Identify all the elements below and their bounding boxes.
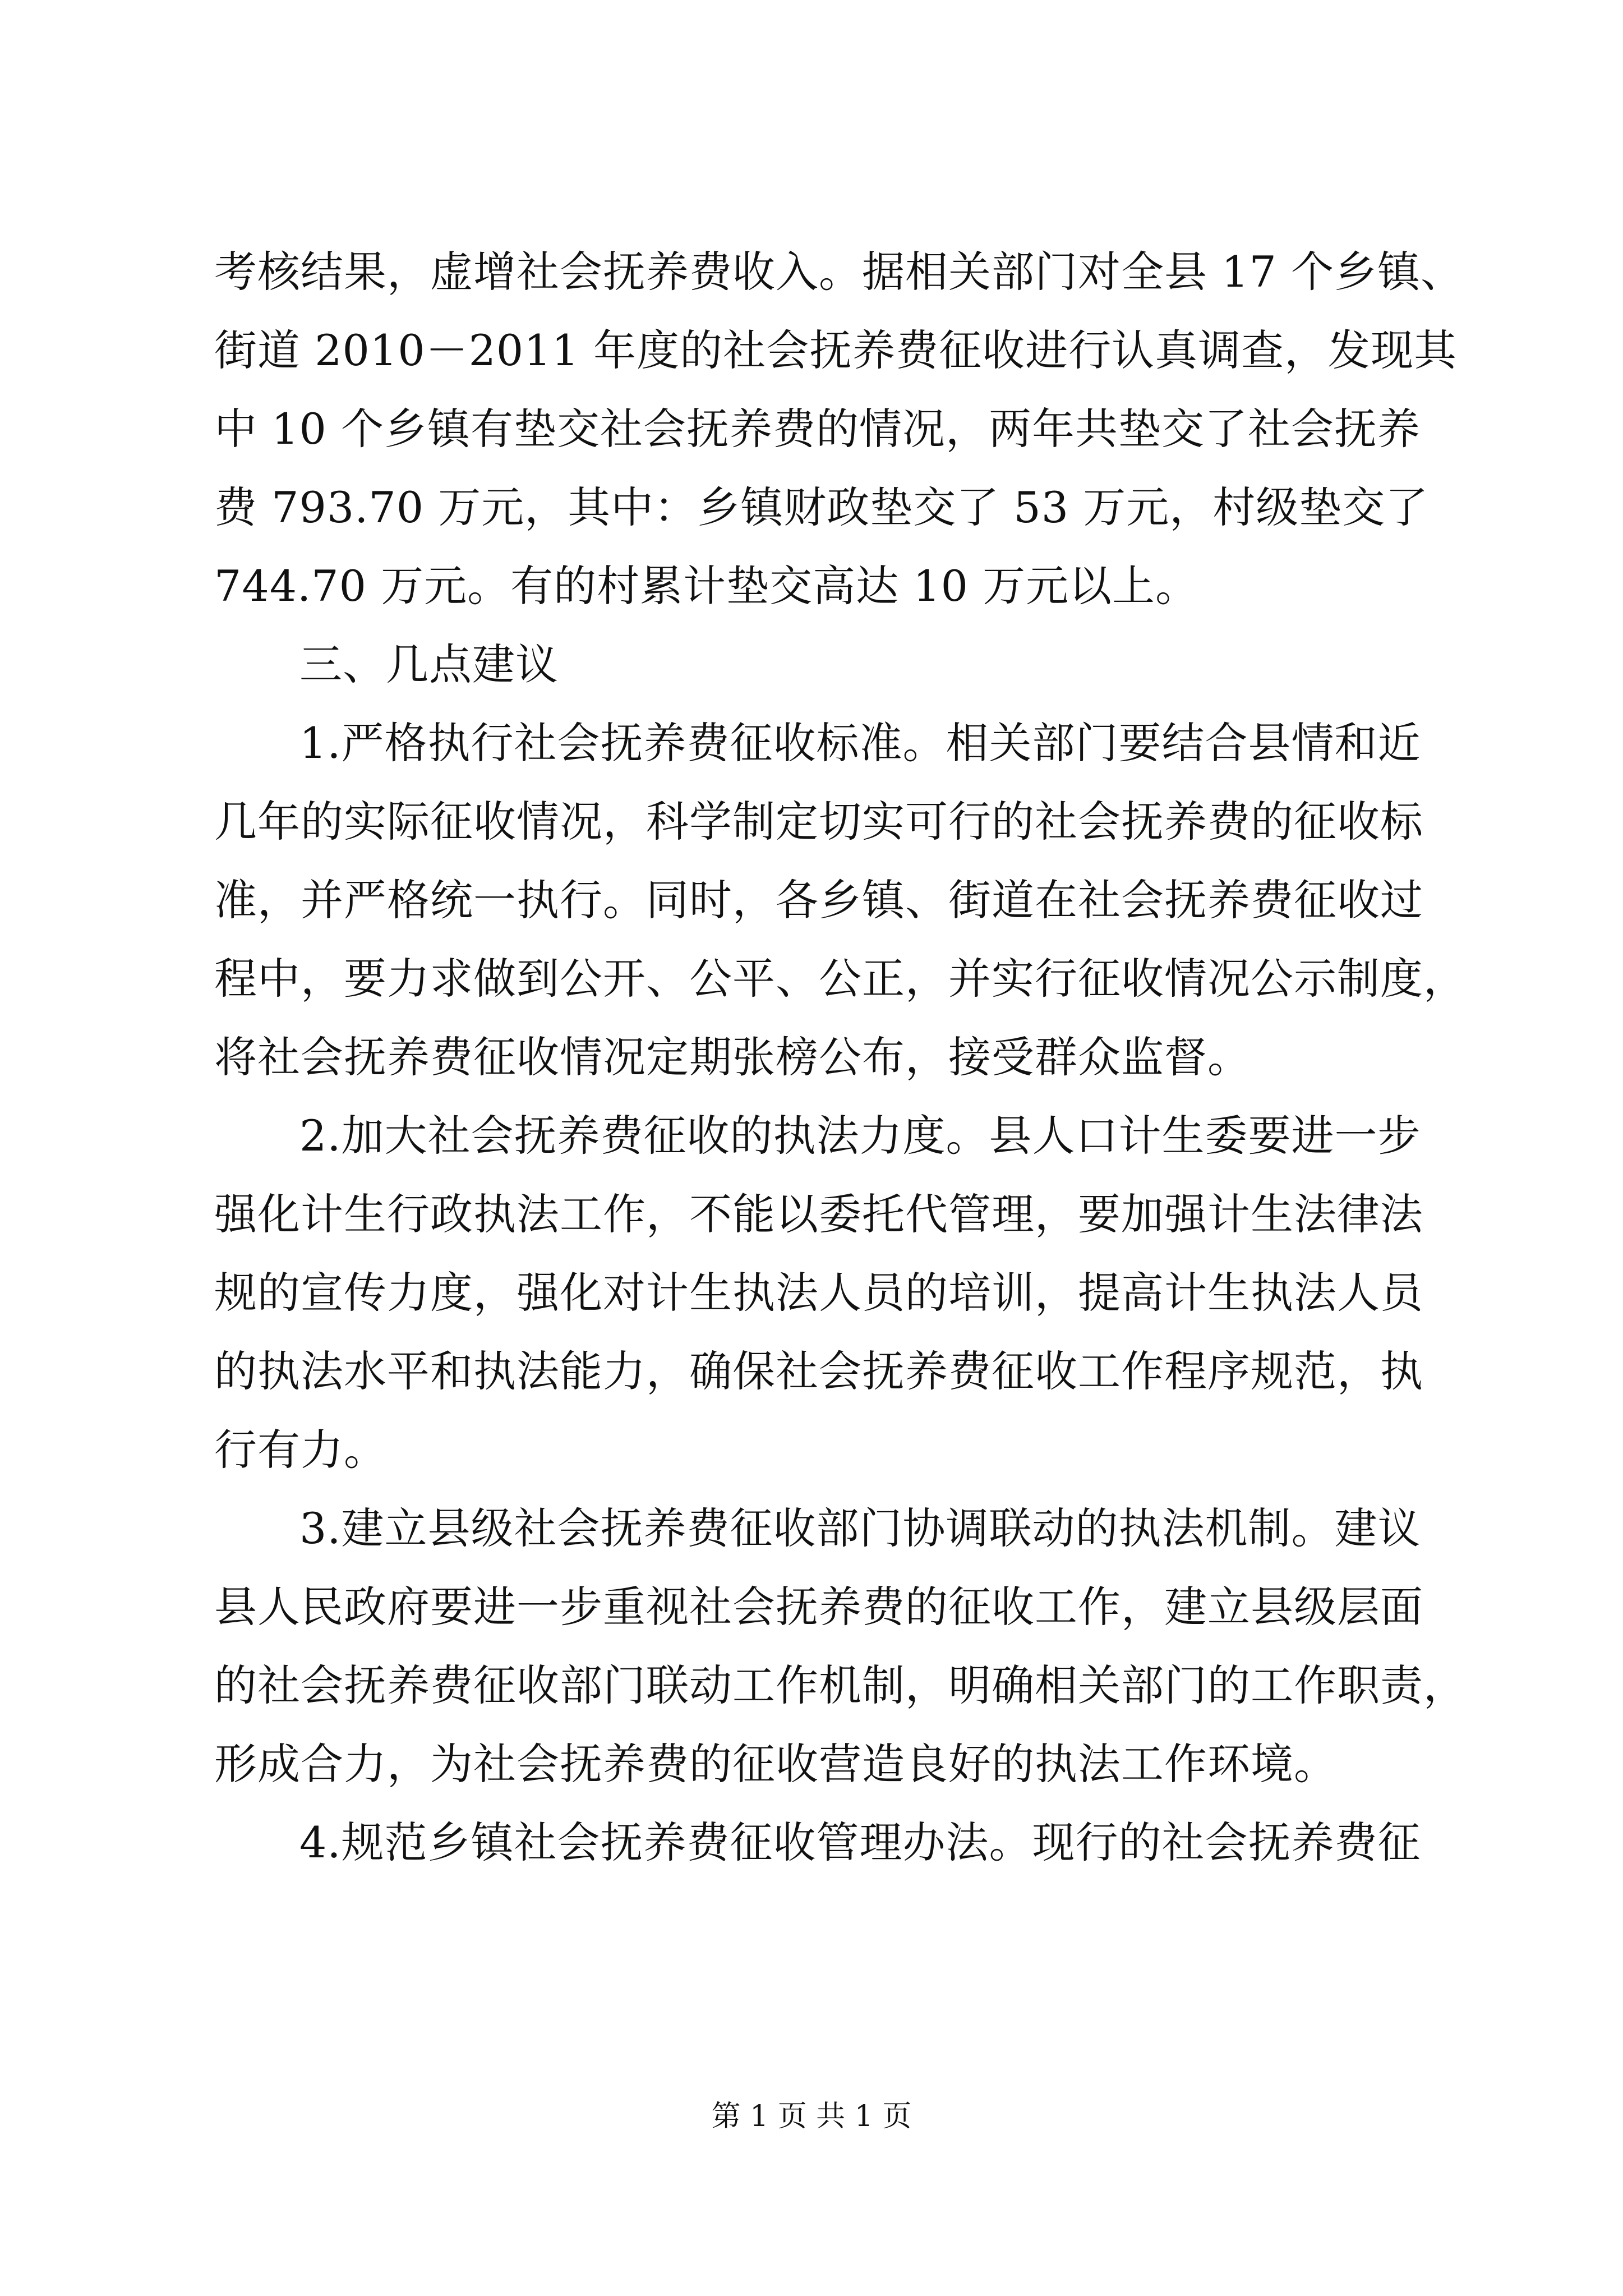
text-line: 中 10 个乡镇有垫交社会抚养费的情况，两年共垫交了社会抚养 bbox=[214, 404, 1421, 454]
paragraph-first-line: 3.建立县级社会抚养费征收部门协调联动的执法机制。建议 bbox=[299, 1503, 1421, 1553]
text-line: 费 793.70 万元，其中：乡镇财政垫交了 53 万元，村级垫交了 bbox=[214, 482, 1429, 532]
text-line: 744.70 万元。有的村累计垫交高达 10 万元以上。 bbox=[214, 561, 1199, 611]
paragraph-first-line: 4.规范乡镇社会抚养费征收管理办法。现行的社会抚养费征 bbox=[299, 1818, 1421, 1867]
text-line: 几年的实际征收情况，科学制定切实可行的社会抚养费的征收标 bbox=[214, 797, 1423, 846]
text-line: 强化计生行政执法工作，不能以委托代管理，要加强计生法律法 bbox=[214, 1189, 1423, 1239]
paragraph-first-line: 1.严格执行社会抚养费征收标准。相关部门要结合县情和近 bbox=[299, 718, 1421, 768]
text-line: 的执法水平和执法能力，确保社会抚养费征收工作程序规范，执 bbox=[214, 1346, 1423, 1396]
text-line: 将社会抚养费征收情况定期张榜公布，接受群众监督。 bbox=[214, 1032, 1251, 1082]
text-line: 准，并严格统一执行。同时，各乡镇、街道在社会抚养费征收过 bbox=[214, 875, 1423, 925]
text-line: 的社会抚养费征收部门联动工作机制，明确相关部门的工作职责， bbox=[214, 1660, 1467, 1710]
text-line: 规的宣传力度，强化对计生执法人员的培训，提高计生执法人员 bbox=[214, 1268, 1423, 1318]
text-line: 程中，要力求做到公开、公平、公正，并实行征收情况公示制度， bbox=[214, 954, 1467, 1004]
text-line: 考核结果，虚增社会抚养费收入。据相关部门对全县 17 个乡镇、 bbox=[214, 247, 1464, 297]
text-line: 形成合力，为社会抚养费的征收营造良好的执法工作环境。 bbox=[214, 1739, 1337, 1789]
paragraph-first-line: 2.加大社会抚养费征收的执法力度。县人口计生委要进一步 bbox=[299, 1111, 1421, 1161]
text-line: 县人民政府要进一步重视社会抚养费的征收工作，建立县级层面 bbox=[214, 1582, 1423, 1632]
text-line: 行有力。 bbox=[214, 1425, 387, 1475]
section-heading: 三、几点建议 bbox=[299, 639, 559, 689]
page-footer: 第 1 页 共 1 页 bbox=[711, 2100, 912, 2133]
text-line: 街道 2010－2011 年度的社会抚养费征收进行认真调查，发现其 bbox=[214, 325, 1458, 375]
